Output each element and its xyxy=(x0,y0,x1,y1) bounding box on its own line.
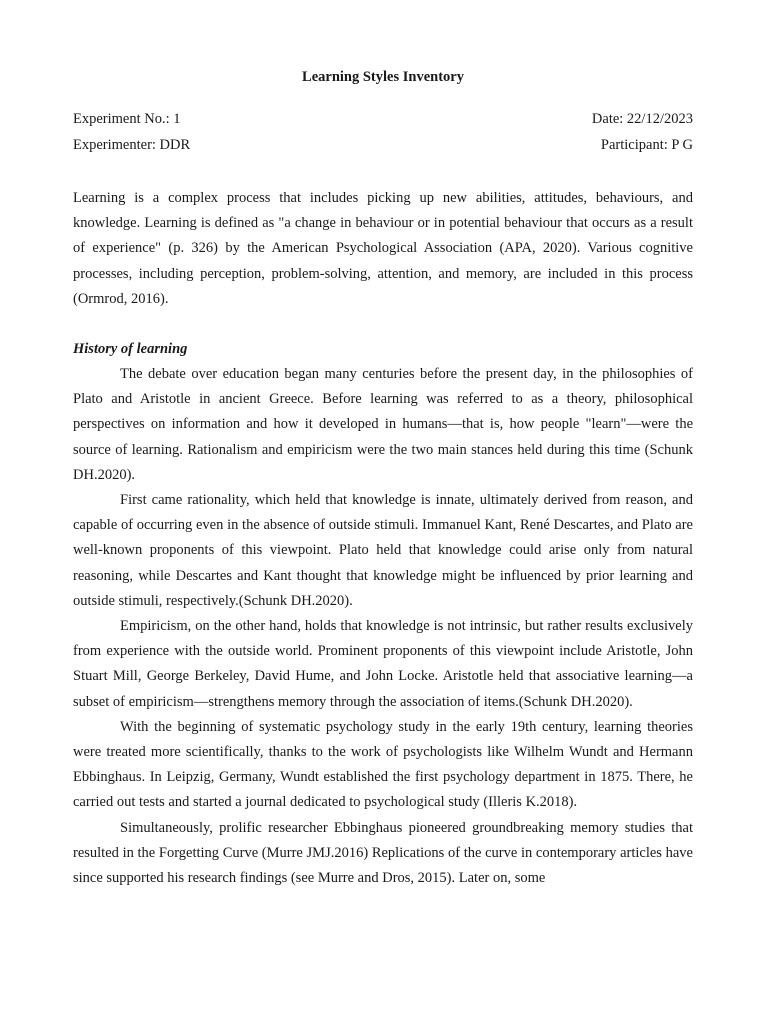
experiment-date: Date: 22/12/2023 xyxy=(591,111,693,127)
document-title: Learning Styles Inventory xyxy=(302,69,464,85)
document-page xyxy=(73,0,693,1024)
history-paragraph-2: First came rationality, which held that knowledge is innate, ultimately derived from reason, and capable of occurring even in the absence of outside stimuli. Immanuel Kant, René Descartes, and Plato are well-known proponents of this viewpoint. Plato held that knowledge could arise only from natural reasoning, while Descartes and Kant thought that knowledge might be influenced by prior learning and outside stimuli, respectively.(Schunk DH.2020). xyxy=(73,492,693,609)
meta-row-people xyxy=(73,136,693,154)
experiment-number: Experiment No.: 1 xyxy=(73,111,181,127)
history-paragraph-5: Simultaneously, prolific researcher Ebbinghaus pioneered groundbreaking memory studies that resulted in the Forgetting Curve (Murre JMJ.2016) Replications of the curve in contemporary articles have since supported his research findings (see Murre and Dros, 2015). Later on, some xyxy=(73,819,693,887)
history-paragraph-1: The debate over education began many centuries before the present day, in the philosophies of Plato and Aristotle in ancient Greece. Before learning was referred to as a theory, philosophical perspectives on information and how it developed in humans—that is, how people "learn"—were the source of learning. Rationalism and empiricism were the two main stances held during this time (Schunk DH.2020). xyxy=(73,366,693,483)
history-paragraph-3: Empiricism, on the other hand, holds that knowledge is not intrinsic, but rather results exclusively from experience with the outside world. Prominent proponents of this viewpoint include Aristotle, John Stuart Mill, George Berkeley, David Hume, and John Locke. Aristotle held that associative learning—a subset of empiricism—strengthens memory through the association of items.(Schunk DH.2020). xyxy=(73,618,693,710)
intro-paragraph: Learning is a complex process that includes picking up new abilities, attitudes, behaviours, and knowledge. Learning is defined as "a change in behaviour or in potential behaviour that occurs as a result of experience" (p. 326) by the American Psychological Association (APA, 2020). Various cognitive processes, including perception, problem-solving, attention, and memory, are included in this process (Ormrod, 2016). xyxy=(73,190,693,307)
section-heading: History of learning xyxy=(73,341,188,357)
meta-row-experiment xyxy=(73,110,693,128)
experimenter-name: Experimenter: DDR xyxy=(73,137,191,153)
history-section xyxy=(73,362,693,891)
history-paragraph-4: With the beginning of systematic psychology study in the early 19th century, learning theories were treated more scientifically, thanks to the work of psychologists like Wilhelm Wundt and Hermann Ebbinghaus. In Leipzig, Germany, Wundt established the first psychology department in 1875. There, he carried out tests and started a journal dedicated to psychological study (Illeris K.2018). xyxy=(73,718,693,811)
participant-name: Participant: P G xyxy=(600,137,693,153)
intro-section xyxy=(73,186,693,312)
